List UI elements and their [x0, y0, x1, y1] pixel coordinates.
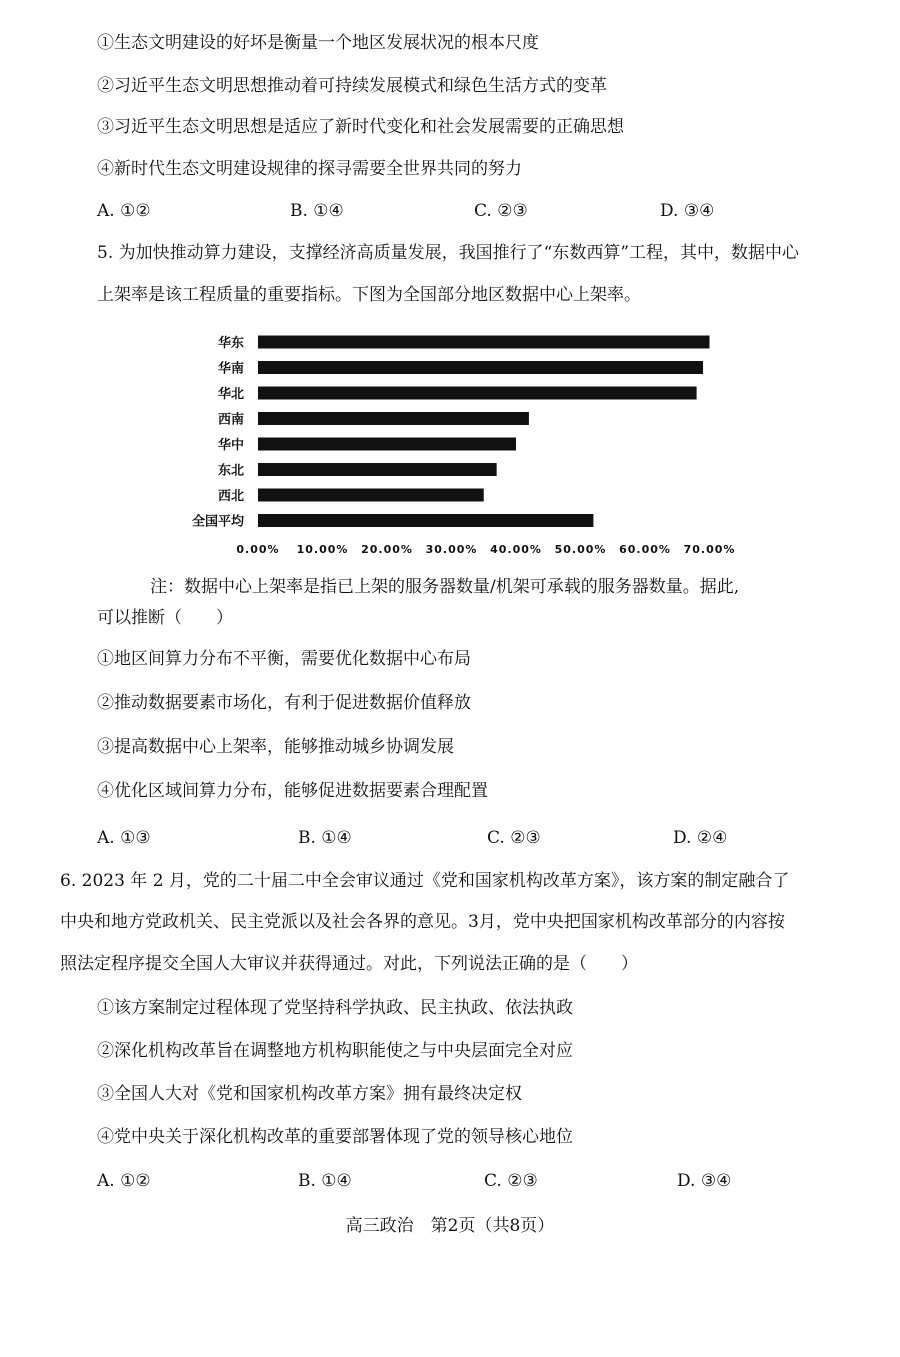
q5-note-line-1: 注：数据中心上架率是指已上架的服务器数量/机架可承载的服务器数量。据此, [150, 577, 740, 597]
q4-option-b: B. ①④ [290, 201, 344, 221]
q4-statement-3: ③习近平生态文明思想是适应了新时代变化和社会发展需要的正确思想 [97, 117, 624, 137]
bar-西南 [258, 412, 529, 425]
bar-华东 [258, 336, 710, 349]
q6-option-b: B. ①④ [298, 1171, 352, 1191]
q4-statement-2: ②习近平生态文明思想推动着可持续发展模式和绿色生活方式的变革 [97, 76, 607, 96]
bar-华南 [258, 361, 703, 374]
category-label: 东北 [217, 463, 244, 479]
x-tick-label: 20.00% [361, 543, 413, 556]
category-label: 华北 [217, 387, 244, 402]
q6-option-a: A. ①② [97, 1171, 151, 1191]
q4-option-a: A. ①② [97, 201, 151, 221]
q5-option-d: D. ②④ [673, 828, 728, 848]
bar-西北 [258, 489, 484, 502]
x-tick-label: 70.00% [683, 543, 736, 556]
category-label: 西北 [217, 489, 244, 504]
q6-stem-line-1: 6. 2023 年 2 月，党的二十届二中全会审议通过《党和国家机构改革方案》，该方案的制定融合了 [60, 871, 790, 891]
q6-option-d: D. ③④ [677, 1171, 732, 1191]
category-label: 全国平均 [191, 514, 244, 530]
data-center-rack-rate-chart [160, 322, 780, 562]
q5-option-a: A. ①③ [97, 828, 151, 848]
q6-stem-line-3: 照法定程序提交全国人大审议并获得通过。对此，下列说法正确的是（ ） [60, 954, 638, 974]
q4-option-d: D. ③④ [660, 201, 715, 221]
category-label: 华中 [217, 438, 244, 453]
x-tick-label: 30.00% [425, 543, 478, 556]
x-tick-label: 0.00% [236, 543, 280, 556]
q4-option-c: C. ②③ [474, 201, 528, 221]
bar-全国平均 [258, 514, 593, 527]
category-label: 华南 [217, 361, 244, 377]
q6-statement-1: ①该方案制定过程体现了党坚持科学执政、民主执政、依法执政 [97, 998, 573, 1018]
bar-华中 [258, 438, 516, 451]
q5-note-line-2: 可以推断（ ） [97, 608, 233, 628]
page-footer: 高三政治 第2页（共8页） [345, 1216, 555, 1236]
q6-statement-2: ②深化机构改革旨在调整地方机构职能使之与中央层面完全对应 [97, 1041, 573, 1061]
category-label: 华东 [217, 336, 244, 351]
x-tick-label: 10.00% [296, 543, 349, 556]
q5-statement-3: ③提高数据中心上架率，能够推动城乡协调发展 [97, 737, 454, 757]
q6-stem-line-2: 中央和地方党政机关、民主党派以及社会各界的意见。3月，党中央把国家机构改革部分的内容按 [60, 912, 785, 932]
bar-华北 [258, 387, 697, 400]
x-tick-label: 50.00% [554, 543, 607, 556]
x-tick-label: 40.00% [490, 543, 542, 556]
q4-statement-4: ④新时代生态文明建设规律的探寻需要全世界共同的努力 [97, 159, 522, 179]
q5-option-c: C. ②③ [487, 828, 541, 848]
bar-东北 [258, 463, 497, 476]
q5-statement-1: ①地区间算力分布不平衡，需要优化数据中心布局 [97, 649, 471, 669]
q5-statement-4: ④优化区域间算力分布，能够促进数据要素合理配置 [97, 781, 488, 801]
q5-option-b: B. ①④ [298, 828, 352, 848]
q5-stem-line-1: 5. 为加快推动算力建设，支撑经济高质量发展，我国推行了“东数西算”工程，其中，数据中心 [97, 243, 800, 263]
q6-statement-3: ③全国人大对《党和国家机构改革方案》拥有最终决定权 [97, 1084, 522, 1104]
x-tick-label: 60.00% [619, 543, 671, 556]
q6-option-c: C. ②③ [484, 1171, 538, 1191]
q5-statement-2: ②推动数据要素市场化，有利于促进数据价值释放 [97, 693, 471, 713]
category-label: 西南 [217, 412, 244, 428]
q6-statement-4: ④党中央关于深化机构改革的重要部署体现了党的领导核心地位 [97, 1127, 573, 1147]
q5-stem-line-2: 上架率是该工程质量的重要指标。下图为全国部分地区数据中心上架率。 [97, 285, 641, 305]
q4-statement-1: ①生态文明建设的好坏是衡量一个地区发展状况的根本尺度 [97, 33, 539, 53]
